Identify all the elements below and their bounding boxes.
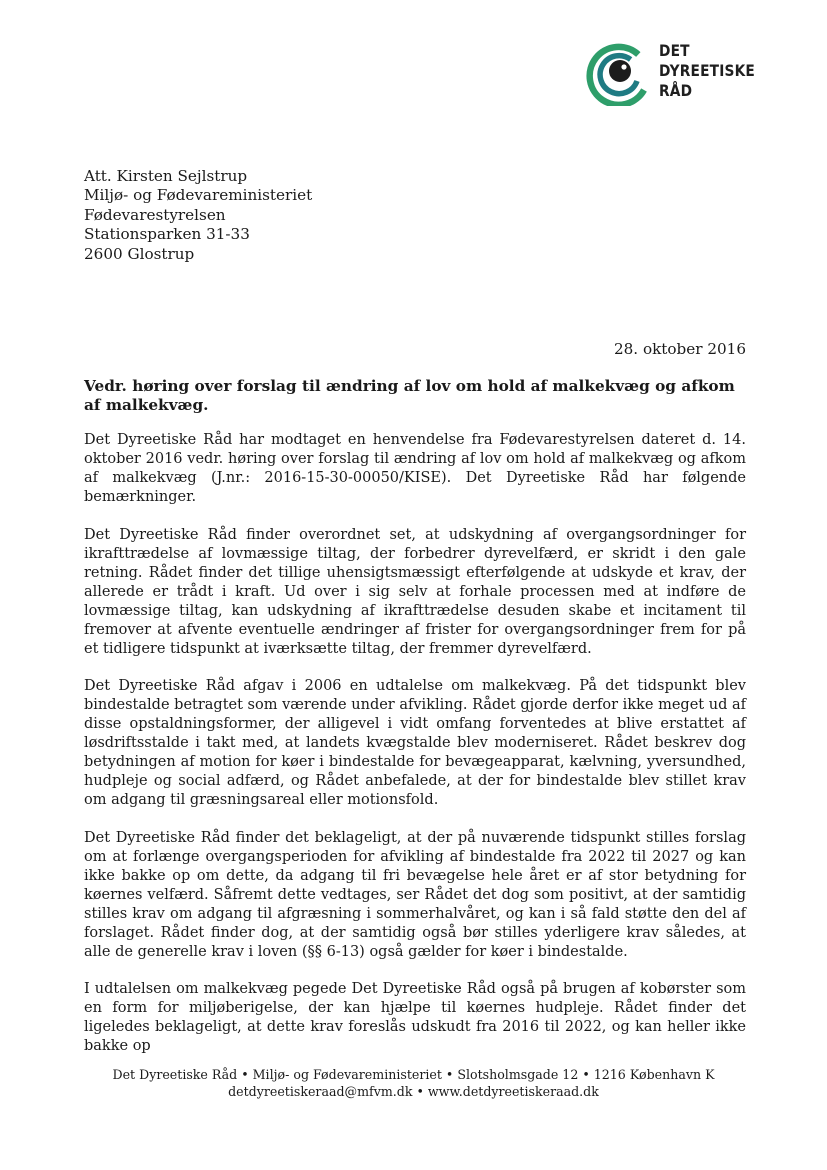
body-paragraph: I udtalelsen om malkekvæg pegede Det Dyreetiske Råd også på brugen af kobørster som en form for miljøberigelse, der kan hjælpe til køernes hudpleje. Rådet finder det ligeledes beklageligt, at dette krav foreslås udskudt fra 2016 til 2022, og kan heller ikke bakke op — [84, 981, 746, 1054]
letter-footer — [0, 1066, 827, 1100]
subject-heading: Vedr. høring over forslag til ændring af lov om hold af malkekvæg og afkom af malkekvæg. — [84, 377, 735, 414]
logo-line-3: RÅD — [659, 81, 693, 100]
address-line: Att. Kirsten Sejlstrup — [84, 167, 248, 185]
address-line: Miljø- og Fødevareministeriet — [84, 186, 313, 205]
logo-wordmark — [659, 41, 755, 101]
eye-logo-icon — [586, 40, 652, 106]
logo-line-2: DYREETISKE — [659, 61, 755, 80]
logo — [586, 40, 756, 106]
address-line: Stationsparken 31-33 — [84, 225, 250, 244]
footer-address: Det Dyreetiske Råd • Miljø- og Fødevareministeriet • Slotsholmsgade 12 • 1216 København K — [112, 1067, 715, 1082]
body-paragraph: Det Dyreetiske Råd finder overordnet set, at udskydning af overgangsordninger for ikrafttrædelse af lovmæssige tiltag, der forbedrer dyrevelfærd, er skridt i den gale retning. Rådet finder det tillige uhensigtsmæssigt efterfølgende at udskyde et krav, der allerede er trådt i kraft. Ud over i sig selv at forhale processen med at indføre de lovmæssige tiltag, kan udskydning af ikrafttrædelse desuden skabe et incitament til fremover at afvente eventuelle ændringer af frister for overgangsordninger frem for på et tidligere tidspunkt at iværksætte tiltag, der fremmer dyrevelfærd. — [84, 526, 746, 657]
body-paragraph: Det Dyreetiske Råd har modtaget en henvendelse fra Fødevarestyrelsen dateret d. 14. oktober 2016 vedr. høring over forslag til ændring af lov om hold af malkekvæg og afkom af malkekvæg (J.nr.: 2016-15-30-00050/KISE). Det Dyreetiske Råd har følgende bemærkninger. — [84, 432, 746, 505]
address-line: 2600 Glostrup — [84, 244, 195, 263]
logo-line-1: DET — [659, 41, 690, 60]
address-line: Fødevarestyrelsen — [84, 205, 226, 224]
letter-body — [84, 431, 746, 1075]
footer-contact: detdyreetiskeraad@mfvm.dk • www.detdyreetiskeraad.dk — [228, 1084, 599, 1099]
body-paragraph: Det Dyreetiske Råd finder det beklageligt, at der på nuværende tidspunkt stilles forslag om at forlænge overgangsperioden for afvikling af bindestalde fra 2022 til 2027 og kan ikke bakke op om dette, da adgang til fri bevægelse hele året er af stor betydning for køernes velfærd. Såfremt dette vedtages, ser Rådet det dog som positivt, at der samtidig stilles krav om adgang til afgræsning i sommerhalvåret, og kan i så fald støtte den del af forslaget. Rådet finder dog, at der samtidig også bør stilles yderligere krav således, at alle de generelle krav i loven (§§ 6-13) også gælder for køer i bindestalde. — [84, 829, 746, 960]
body-paragraph: Det Dyreetiske Råd afgav i 2006 en udtalelse om malkekvæg. På det tidspunkt blev bindestalde betragtet som værende under afvikling. Rådet gjorde derfor ikke meget ud af disse opstaldningsformer, der alligevel i vidt omfang forventedes at blive erstattet af løsdriftsstalde i takt med, at landets kvægstalde blev moderniseret. Rådet beskrev dog betydningen af motion for køer i bindestalde for bevægeapparat, kælvning, yversundhed, hudpleje og social adfærd, og Rådet anbefalede, at der for bindestalde blev stillet krav om adgang til græsningsareal eller motionsfold. — [84, 678, 746, 808]
recipient-address — [84, 167, 312, 264]
letter-date: 28. oktober 2016 — [613, 340, 746, 358]
